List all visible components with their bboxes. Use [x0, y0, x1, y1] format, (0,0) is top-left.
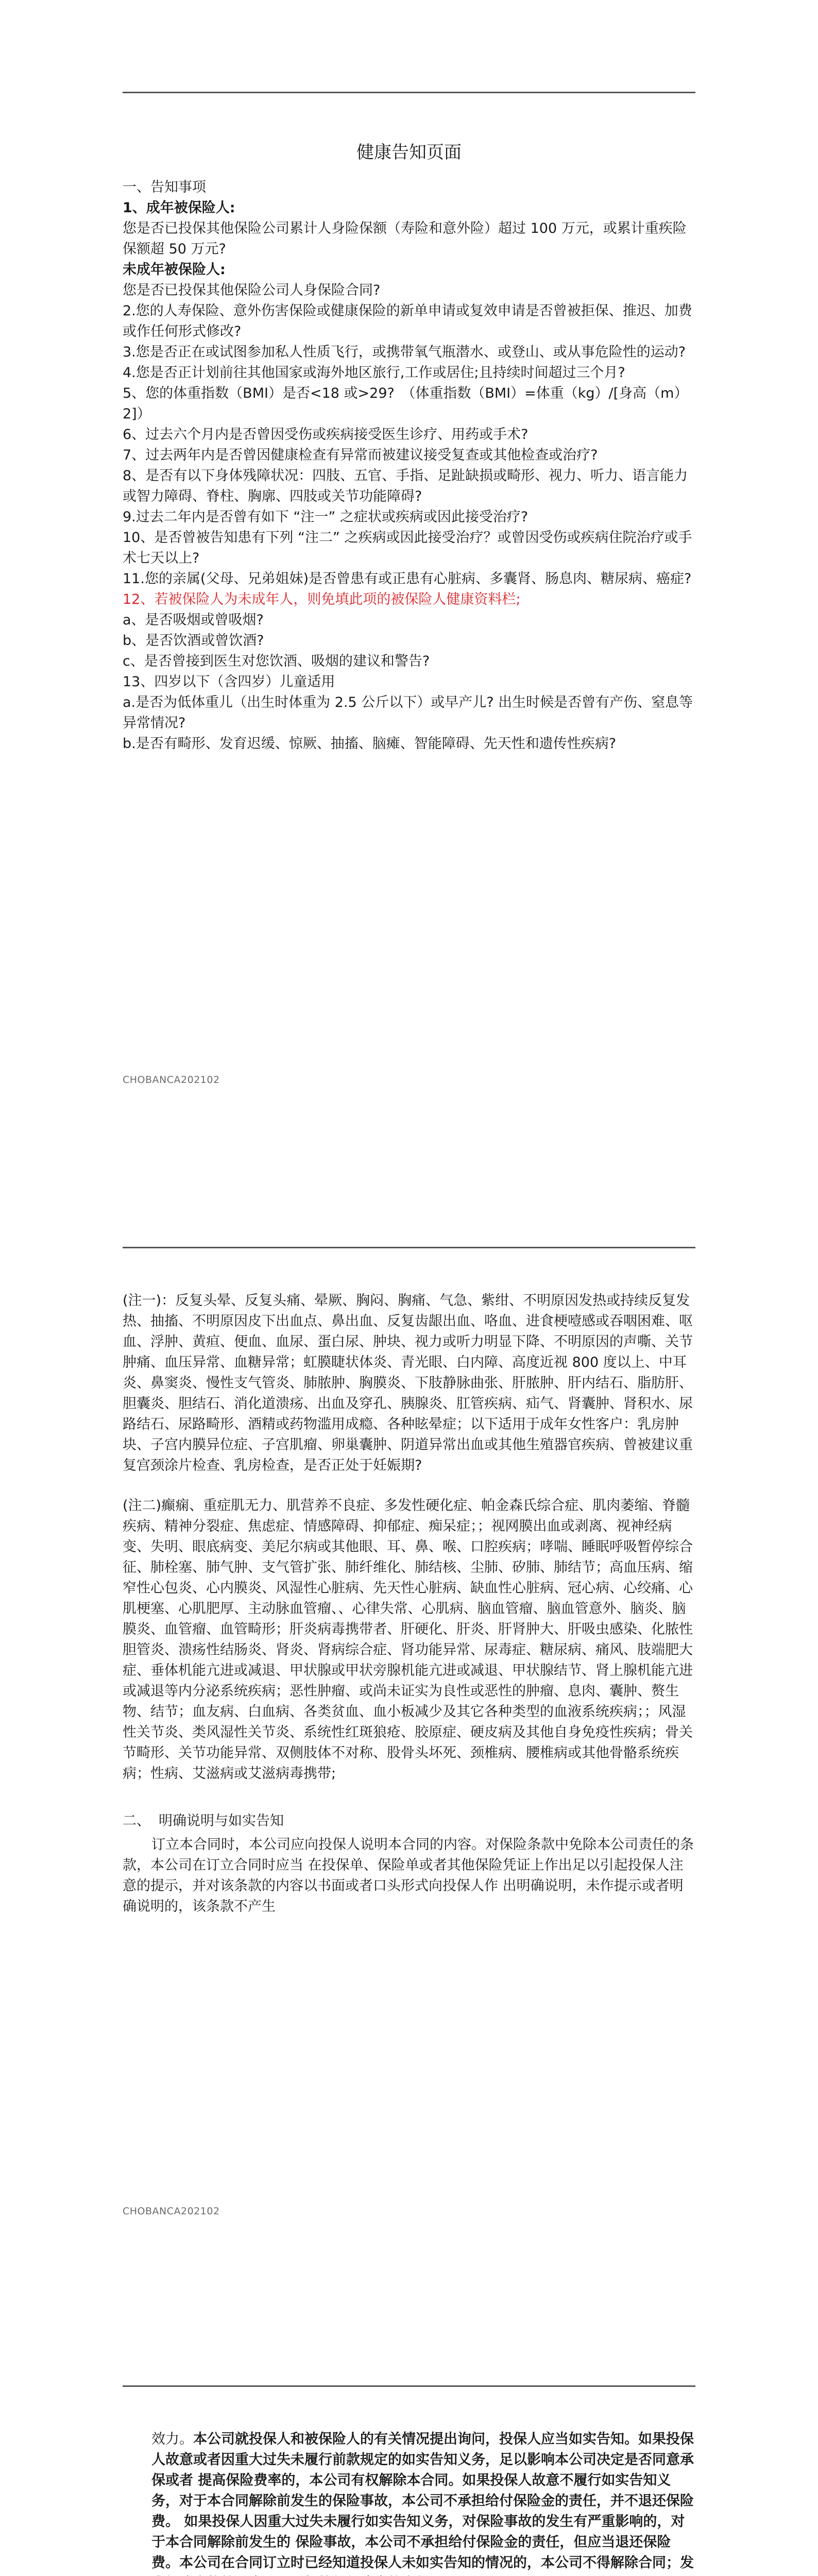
effect-word: 效力。 [151, 2431, 193, 2447]
section-two-heading [123, 1811, 695, 1832]
disclosure-item: 3.您是否正在或试图参加私人性质飞行，或携带氧气瓶潜水、或登山、或从事危险性的运动? [123, 344, 686, 360]
disclosure-item: 11.您的亲属(父母、兄弟姐妹)是否曾患有或正患有心脏病、多囊肾、肠息肉、糖尿病、癌症? [123, 571, 692, 587]
note-two-text: (注二)癫痫、重症肌无力、肌营养不良症、多发性硬化症、帕金森氏综合症、肌肉萎缩、脊髓疾病、精神分裂症、焦虑症、情感障碍、抑郁症、痴呆症；；视网膜出血或剥离、视神经病变、失明、眼底病变、美尼尔病或其他眼、耳、鼻、喉、口腔疾病；哮喘、睡眠呼吸暂停综合征、肺栓塞、肺气肿、支气管扩张、肺纤维化、肺结核、尘肺、矽肺、肺结节；高血压病、缩窄性心包炎、心内膜炎、风湿性心脏病、先天性心脏病、缺血性心脏病、冠心病、心绞痛、心肌梗塞、心肌肥厚、主动脉血管瘤、、心律失常、心肌病、脑血管瘤、脑血管意外、脑炎、脑膜炎、血管瘤、血管畸形；肝炎病毒携带者、肝硬化、肝炎、肝肾肿大、肝吸虫感染、化脓性胆管炎、溃疡性结肠炎、肾炎、肾病综合症、肾功能异常、尿毒症、糖尿病、痛风、肢端肥大症、垂体机能亢进或减退、甲状腺或甲状旁腺机能亢进或减退、甲状腺结节、肾上腺机能亢进或减退等内分泌系统疾病；恶性肿瘤、或尚未证实为良性或恶性的肿瘤、息肉、囊肿、赘生物、结节；血友病、白血病、各类贫血、血小板减少及其它各种类型的血液系统疾病；；风湿性关节炎、类风湿性关节炎、系统性红斑狼疮、胶原症、硬皮病及其他自身免疫性疾病；骨关节畸形、关节功能异常、双侧肢体不对称、股骨头坏死、颈椎病、腰椎病或其他骨骼系统疾病；性病、艾滋病或艾滋病毒携带; [123, 1498, 693, 1782]
page-1 [0, 0, 818, 1175]
disclosure-item: 4.您是否正计划前往其他国家或海外地区旅行,工作或居住;且持续时间超过三个月? [123, 365, 625, 381]
page-top-rule [123, 92, 695, 93]
disclosure-items [123, 198, 695, 754]
section-heading: 一、告知事项 [123, 179, 206, 195]
disclosure-item: 1、成年被保险人: [123, 200, 235, 216]
page-3-content [123, 2429, 695, 2576]
disclosure-obligation-text: 本公司就投保人和被保险人的有关情况提出询问，投保人应当如实告知。如果投保人故意或者因重大过失未履行前款规定的如实告知义务，足以影响本公司决定是否同意承保或者 提高保险费率的，本公司有权解除本合同。如果投保人故意不履行如实告知义务，对于本合同解除前发生的保险事故，本公司不承担给付保险金的责任，并不退还保险费。 如果投保人因重大过失未履行如实告知义务，对保险事故的发生有严重影响的，对于本合同解除前发生的 保险事故，本公司不承担给付保险金的责任，但应当退还保险费。本公司在合同订立时已经知道投保人未如实告知的情况的，本公司不得解除合同；发 [151, 2431, 694, 2571]
disclosure-item: a、是否吸烟或曾吸烟? [123, 612, 264, 628]
note-one-text: (注一)：反复头晕、反复头痛、晕厥、胸闷、胸痛、气急、紫绀、不明原因发热或持续反复发热、抽搐、不明原因皮下出血点、鼻出血、反复齿龈出血、咯血、进食梗噎感或吞咽困难、呕血、浮肿、黄疸、便血、血尿、蛋白尿、肿块、视力或听力明显下降、不明原因的声嘶、关节肿痛、血压异常、血糖异常；虹膜睫状体炎、青光眼、白内障、高度近视 800 度以上、中耳炎、鼻窦炎、慢性支气管炎、肺脓肿、胸膜炎、下肢静脉曲张、肝脓肿、肝内结石、脂肪肝、胆囊炎、胆结石、消化道溃疡、出血及穿孔、胰腺炎、肛管疾病、疝气、肾囊肿、肾积水、尿路结石、尿路畸形、酒精或药物滥用成瘾、各种眩晕症；以下适用于成年女性客户：乳房肿块、子宫内膜异位症、子宫肌瘤、卵巢囊肿、阴道异常出血或其他生殖器官疾病、曾被建议重复宫颈涂片检查、乳房检查，是否正处于妊娠期? [123, 1293, 693, 1473]
disclosure-item: 6、过去六个月内是否曾因受伤或疾病接受医生诊疗、用药或手术? [123, 427, 529, 443]
disclosure-item: 5、您的体重指数（BMI）是否<18 或>29? （体重指数（BMI）=体重（kg）/[身高（m）2]） [123, 385, 688, 422]
section-two-text: 订立本合同时，本公司应向投保人说明本合同的内容。对保险条款中免除本公司责任的条款，本公司在订立合同时应当 在投保单、保险单或者其他保险凭证上作出足以引起投保人注意的提示，并对该条款的内容以书面或者口头形式向投保人作 出明确说明，未作提示或者明确说明的，该条款不产生 [123, 1837, 694, 1914]
footer-code: CHOBANCA202102 [123, 1074, 220, 1086]
disclosure-item: 未成年被保险人: [123, 262, 226, 278]
disclosure-item: 12、若被保险人为未成年人，则免填此项的被保险人健康资料栏; [123, 591, 521, 607]
disclosure-effect-text [151, 2429, 695, 2576]
page-2-content [123, 1291, 695, 1917]
page-2 [0, 1175, 818, 2342]
disclosure-item: 9.过去二年内是否曾有如下 “注一” 之症状或疾病或因此接受治疗? [123, 509, 529, 525]
disclosure-item: b、是否饮酒或曾饮酒? [123, 633, 264, 649]
disclosure-item: c、是否曾接到医生对您饮酒、吸烟的建议和警告? [123, 653, 430, 669]
page-top-rule [123, 2385, 695, 2387]
page-1-content [123, 140, 695, 754]
disclosure-item: 10、是否曾被告知患有下列 “注二” 之疾病或因此接受治疗？或曾因受伤或疾病住院治疗或手术七天以上? [123, 530, 692, 566]
page-3 [0, 2342, 818, 2576]
document-title: 健康告知页面 [356, 142, 462, 163]
footer-code: CHOBANCA202102 [123, 2206, 220, 2217]
disclosure-item: 2.您的人寿保险、意外伤害保险或健康保险的新单申请或复效申请是否曾被拒保、推迟、加费或作任何形式修改? [123, 303, 692, 340]
disclosure-item: b.是否有畸形、发育迟缓、惊厥、抽搐、脑瘫、智能障碍、先天性和遗传性疾病? [123, 736, 617, 752]
disclosure-item: 13、四岁以下（含四岁）儿童适用 [123, 674, 335, 690]
page-top-rule [123, 1247, 695, 1248]
section-two-number: 二、 [123, 1813, 150, 1829]
disclosure-item: 7、过去两年内是否曾因健康检查有异常而被建议接受复查或其他检查或治疗? [123, 447, 598, 463]
section-two-title: 明确说明与如实告知 [159, 1813, 284, 1829]
disclosure-item: 您是否已投保其他保险公司人身保险合同? [123, 282, 381, 298]
disclosure-item: a.是否为低体重儿（出生时体重为 2.5 公斤以下）或早产儿? 出生时候是否曾有产伤、窒息等异常情况? [123, 694, 693, 731]
disclosure-item: 8、是否有以下身体残障状况：四肢、五官、手指、足趾缺损或畸形、视力、听力、语言能力或智力障碍、脊柱、胸廓、四肢或关节功能障碍? [123, 468, 688, 504]
disclosure-item: 您是否已投保其他保险公司累计人身险保额（寿险和意外险）超过 100 万元，或累计重疾险保额超 50 万元? [123, 221, 687, 257]
